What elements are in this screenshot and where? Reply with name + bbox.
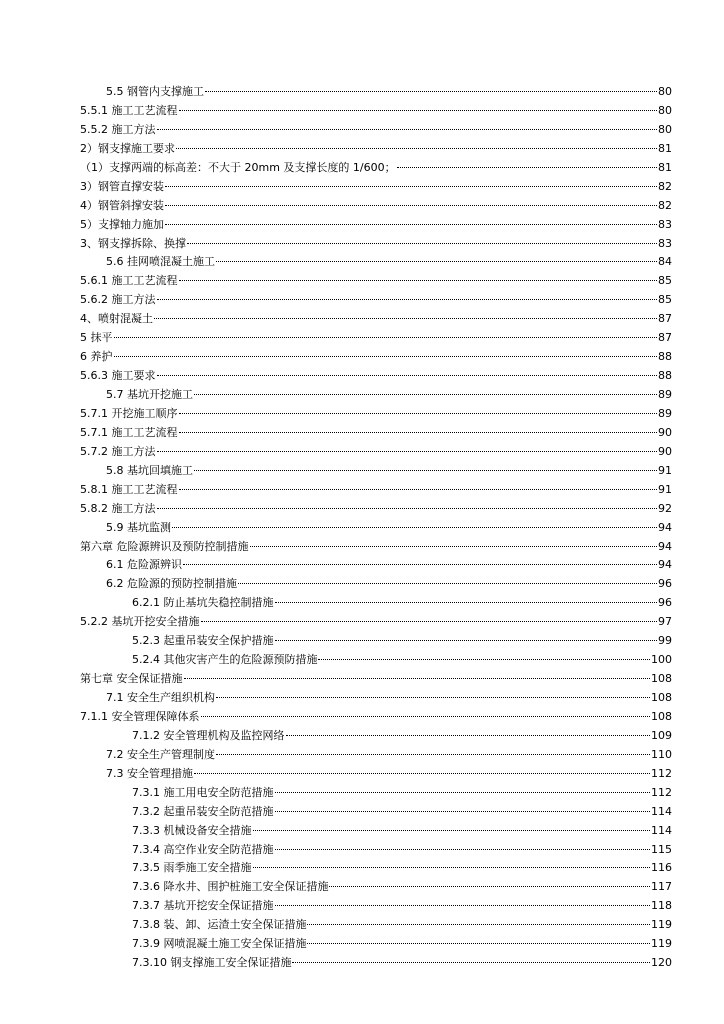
toc-entry-title: 5.7.2 施工方法 xyxy=(80,444,156,458)
toc-entry-page-number: 90 xyxy=(658,444,672,458)
toc-entry[interactable] xyxy=(80,746,672,765)
toc-entry[interactable] xyxy=(80,235,672,254)
toc-entry[interactable] xyxy=(80,935,672,954)
toc-entry-title: 7.3.9 网喷混凝土施工安全保证措施 xyxy=(132,937,307,951)
toc-entry-title: 7.3.2 起重吊装安全防范措施 xyxy=(132,804,274,818)
toc-entry-title: 7.3.1 施工用电安全防范措施 xyxy=(132,785,274,799)
toc-leader-dots xyxy=(187,243,657,244)
toc-leader-dots xyxy=(184,678,651,679)
toc-entry-title: 5.6 挂网喷混凝土施工 xyxy=(106,255,215,269)
toc-entry-page-number: 99 xyxy=(658,634,672,648)
toc-entry-page-number: 115 xyxy=(651,842,672,856)
toc-entry[interactable] xyxy=(80,651,672,670)
toc-entry[interactable] xyxy=(80,916,672,935)
toc-entry-page-number: 97 xyxy=(658,615,672,629)
toc-entry-page-number: 96 xyxy=(658,577,672,591)
toc-leader-dots xyxy=(179,489,658,490)
toc-leader-dots xyxy=(179,280,658,281)
toc-leader-dots xyxy=(253,830,651,831)
toc-entry-page-number: 80 xyxy=(658,122,672,136)
toc-entry-title: 7.3.5 雨季施工安全措施 xyxy=(132,861,252,875)
toc-entry[interactable] xyxy=(80,310,672,329)
toc-entry-title: 7.3 安全管理措施 xyxy=(106,766,193,780)
toc-leader-dots xyxy=(250,546,658,547)
toc-entry-title: 7.1 安全生产组织机构 xyxy=(106,691,215,704)
toc-entry-title: 5.7.1 开挖施工顺序 xyxy=(80,406,178,420)
toc-entry[interactable] xyxy=(80,159,672,178)
toc-entry-page-number: 91 xyxy=(658,482,672,496)
toc-leader-dots xyxy=(165,205,657,206)
toc-entry-page-number: 89 xyxy=(658,388,672,401)
toc-entry-page-number: 109 xyxy=(651,728,672,742)
toc-leader-dots xyxy=(275,905,651,906)
toc-entry[interactable] xyxy=(80,216,672,235)
toc-entry-title: 5.8.1 施工工艺流程 xyxy=(80,482,178,496)
toc-entry-title: 4、喷射混凝土 xyxy=(80,312,153,326)
toc-entry-page-number: 108 xyxy=(651,672,672,686)
toc-entry-title: 6 养护 xyxy=(80,350,113,364)
toc-entry[interactable] xyxy=(80,765,672,784)
toc-entry-title: 5.5.1 施工工艺流程 xyxy=(80,103,178,117)
toc-entry-page-number: 83 xyxy=(658,217,672,231)
toc-entry[interactable] xyxy=(80,272,672,291)
toc-entry[interactable] xyxy=(80,594,672,613)
toc-entry-title: 4）钢管斜撑安装 xyxy=(80,198,164,212)
toc-entry-title: 第六章 危险源辨识及预防控制措施 xyxy=(80,539,249,553)
toc-entry-title: 3）钢管直撑安装 xyxy=(80,179,164,193)
toc-leader-dots xyxy=(157,129,658,130)
toc-entry-page-number: 80 xyxy=(658,103,672,117)
toc-leader-dots xyxy=(275,640,658,641)
toc-entry[interactable] xyxy=(80,291,672,310)
toc-entry-page-number: 90 xyxy=(658,425,672,439)
toc-leader-dots xyxy=(275,849,651,850)
toc-entry-title: 3、钢支撑拆除、换撑 xyxy=(80,236,186,250)
toc-leader-dots xyxy=(275,602,658,603)
toc-entry[interactable] xyxy=(80,178,672,197)
toc-entry[interactable] xyxy=(80,481,672,500)
toc-leader-dots xyxy=(157,375,658,376)
toc-entry[interactable] xyxy=(80,519,672,538)
toc-entry[interactable] xyxy=(80,443,672,462)
toc-leader-dots xyxy=(238,583,657,584)
toc-entry-title: 5.8 基坑回填施工 xyxy=(106,463,193,477)
toc-entry-title: 5.6.2 施工方法 xyxy=(80,293,156,307)
toc-entry-title: 第七章 安全保证措施 xyxy=(80,672,183,686)
toc-entry[interactable] xyxy=(80,253,672,272)
toc-entry[interactable] xyxy=(80,462,672,481)
toc-entry-page-number: 94 xyxy=(658,539,672,553)
toc-entry-page-number: 82 xyxy=(658,198,672,212)
toc-entry-title: 6.1 危险源辨识 xyxy=(106,558,182,572)
toc-entry-title: 5.8.2 施工方法 xyxy=(80,501,156,515)
toc-entry-page-number: 110 xyxy=(651,747,672,761)
toc-leader-dots xyxy=(318,659,650,660)
toc-entry-page-number: 85 xyxy=(658,274,672,288)
toc-entry-title: 7.3.3 机械设备安全措施 xyxy=(132,823,252,837)
toc-entry-title: 5.7 基坑开挖施工 xyxy=(106,388,193,401)
toc-entry[interactable] xyxy=(80,803,672,822)
toc-leader-dots xyxy=(397,167,657,168)
toc-leader-dots xyxy=(179,432,658,433)
toc-entry-title: 5.7.1 施工工艺流程 xyxy=(80,425,178,439)
toc-entry[interactable] xyxy=(80,197,672,216)
toc-entry-page-number: 118 xyxy=(651,899,672,913)
toc-leader-dots xyxy=(216,754,650,755)
toc-entry[interactable] xyxy=(80,613,672,632)
toc-entry-page-number: 112 xyxy=(651,766,672,780)
toc-entry[interactable] xyxy=(80,367,672,386)
toc-leader-dots xyxy=(286,735,651,736)
toc-entry[interactable] xyxy=(80,121,672,140)
toc-entry-title: 5.2.4 其他灾害产生的危险源预防措施 xyxy=(132,653,318,667)
toc-entry-title: 2）钢支撑施工要求 xyxy=(80,141,175,155)
toc-entry-page-number: 117 xyxy=(651,880,672,894)
toc-entry-page-number: 112 xyxy=(651,785,672,799)
toc-leader-dots xyxy=(307,924,650,925)
toc-leader-dots xyxy=(201,716,651,717)
toc-entry-page-number: 88 xyxy=(658,350,672,364)
toc-entry-page-number: 80 xyxy=(658,85,672,98)
toc-entry-page-number: 89 xyxy=(658,406,672,420)
toc-entry[interactable] xyxy=(80,538,672,557)
toc-entry[interactable] xyxy=(80,897,672,916)
toc-leader-dots xyxy=(216,261,657,262)
toc-entry[interactable] xyxy=(80,708,672,727)
toc-entry-title: 6.2 危险源的预防控制措施 xyxy=(106,577,237,591)
toc-leader-dots xyxy=(114,356,658,357)
toc-entry[interactable] xyxy=(80,575,672,594)
toc-entry-page-number: 91 xyxy=(658,463,672,477)
toc-entry-page-number: 108 xyxy=(651,709,672,723)
toc-entry[interactable] xyxy=(80,954,672,973)
toc-entry-page-number: 96 xyxy=(658,596,672,610)
toc-entry-page-number: 94 xyxy=(658,558,672,572)
toc-entry-title: 6.2.1 防止基坑失稳控制措施 xyxy=(132,596,274,610)
toc-entry[interactable] xyxy=(80,329,672,348)
toc-leader-dots xyxy=(205,91,657,92)
toc-entry[interactable] xyxy=(80,83,672,102)
toc-entry-page-number: 88 xyxy=(658,369,672,383)
toc-entry[interactable] xyxy=(80,878,672,897)
toc-entry-page-number: 92 xyxy=(658,501,672,515)
table-of-contents xyxy=(80,83,672,973)
toc-entry[interactable] xyxy=(80,500,672,519)
toc-entry-page-number: 100 xyxy=(651,653,672,667)
toc-entry-title: （1）支撑两端的标高差：不大于 20mm 及支撑长度的 1/600； xyxy=(80,160,396,174)
toc-leader-dots xyxy=(183,564,657,565)
toc-entry-page-number: 119 xyxy=(651,937,672,951)
toc-entry-page-number: 87 xyxy=(658,312,672,326)
toc-entry-title: 5 抹平 xyxy=(80,331,113,345)
toc-leader-dots xyxy=(154,318,657,319)
toc-entry[interactable] xyxy=(80,841,672,860)
toc-entry-title: 5.6.3 施工要求 xyxy=(80,369,156,383)
toc-leader-dots xyxy=(165,224,657,225)
toc-entry[interactable] xyxy=(80,727,672,746)
toc-leader-dots xyxy=(157,299,658,300)
toc-leader-dots xyxy=(194,470,657,471)
toc-entry-title: 7.2 安全生产管理制度 xyxy=(106,747,215,761)
toc-entry-page-number: 81 xyxy=(658,160,672,174)
toc-entry[interactable] xyxy=(80,102,672,121)
toc-entry[interactable] xyxy=(80,556,672,575)
toc-leader-dots xyxy=(253,867,651,868)
toc-entry-page-number: 119 xyxy=(651,918,672,932)
toc-entry-title: 5.6.1 施工工艺流程 xyxy=(80,274,178,288)
toc-entry-title: 7.3.8 装、卸、运渣土安全保证措施 xyxy=(132,918,307,932)
toc-entry-page-number: 82 xyxy=(658,179,672,193)
toc-entry-title: 7.3.4 高空作业安全防范措施 xyxy=(132,842,274,856)
toc-entry-title: 5.5.2 施工方法 xyxy=(80,122,156,136)
toc-leader-dots xyxy=(157,451,658,452)
toc-entry-title: 5.2.3 起重吊装安全保护措施 xyxy=(132,634,274,648)
toc-entry-page-number: 120 xyxy=(651,956,672,970)
toc-leader-dots xyxy=(292,962,650,963)
toc-entry-title: 5.2.2 基坑开挖安全措施 xyxy=(80,615,200,629)
toc-entry[interactable] xyxy=(80,386,672,405)
toc-entry[interactable] xyxy=(80,784,672,803)
toc-leader-dots xyxy=(179,413,658,414)
toc-leader-dots xyxy=(176,148,657,149)
toc-entry-title: 7.3.7 基坑开挖安全保证措施 xyxy=(132,899,274,913)
toc-entry-page-number: 85 xyxy=(658,293,672,307)
toc-leader-dots xyxy=(275,792,651,793)
toc-leader-dots xyxy=(307,943,650,944)
toc-leader-dots xyxy=(194,773,650,774)
toc-entry-title: 5）支撑轴力施加 xyxy=(80,217,164,231)
toc-entry[interactable] xyxy=(80,859,672,878)
toc-entry[interactable] xyxy=(80,822,672,841)
toc-entry[interactable] xyxy=(80,689,672,708)
toc-leader-dots xyxy=(157,508,658,509)
toc-entry[interactable] xyxy=(80,424,672,443)
toc-entry[interactable] xyxy=(80,405,672,424)
toc-entry[interactable] xyxy=(80,670,672,689)
toc-leader-dots xyxy=(275,811,651,812)
toc-entry[interactable] xyxy=(80,632,672,651)
toc-entry-page-number: 94 xyxy=(658,520,672,534)
toc-entry-title: 5.9 基坑监测 xyxy=(106,520,171,534)
toc-entry-title: 7.1.2 安全管理机构及监控网络 xyxy=(132,728,285,742)
toc-entry[interactable] xyxy=(80,348,672,367)
toc-leader-dots xyxy=(216,697,650,698)
toc-entry-title: 7.3.10 钢支撑施工安全保证措施 xyxy=(132,956,292,970)
toc-entry-page-number: 114 xyxy=(651,804,672,818)
toc-leader-dots xyxy=(114,337,658,338)
toc-leader-dots xyxy=(194,394,657,395)
toc-entry-page-number: 87 xyxy=(658,331,672,345)
toc-entry-page-number: 83 xyxy=(658,236,672,250)
toc-entry-page-number: 114 xyxy=(651,823,672,837)
toc-entry-page-number: 116 xyxy=(651,861,672,875)
toc-leader-dots xyxy=(329,886,650,887)
toc-entry[interactable] xyxy=(80,140,672,159)
toc-entry-title: 7.3.6 降水井、围护桩施工安全保证措施 xyxy=(132,880,329,894)
toc-leader-dots xyxy=(179,110,658,111)
toc-leader-dots xyxy=(172,527,657,528)
toc-entry-page-number: 81 xyxy=(658,141,672,155)
toc-entry-page-number: 108 xyxy=(651,691,672,704)
toc-leader-dots xyxy=(201,621,658,622)
toc-entry-title: 5.5 钢管内支撑施工 xyxy=(106,85,204,98)
toc-entry-page-number: 84 xyxy=(658,255,672,269)
toc-leader-dots xyxy=(165,186,657,187)
toc-entry-title: 7.1.1 安全管理保障体系 xyxy=(80,709,200,723)
